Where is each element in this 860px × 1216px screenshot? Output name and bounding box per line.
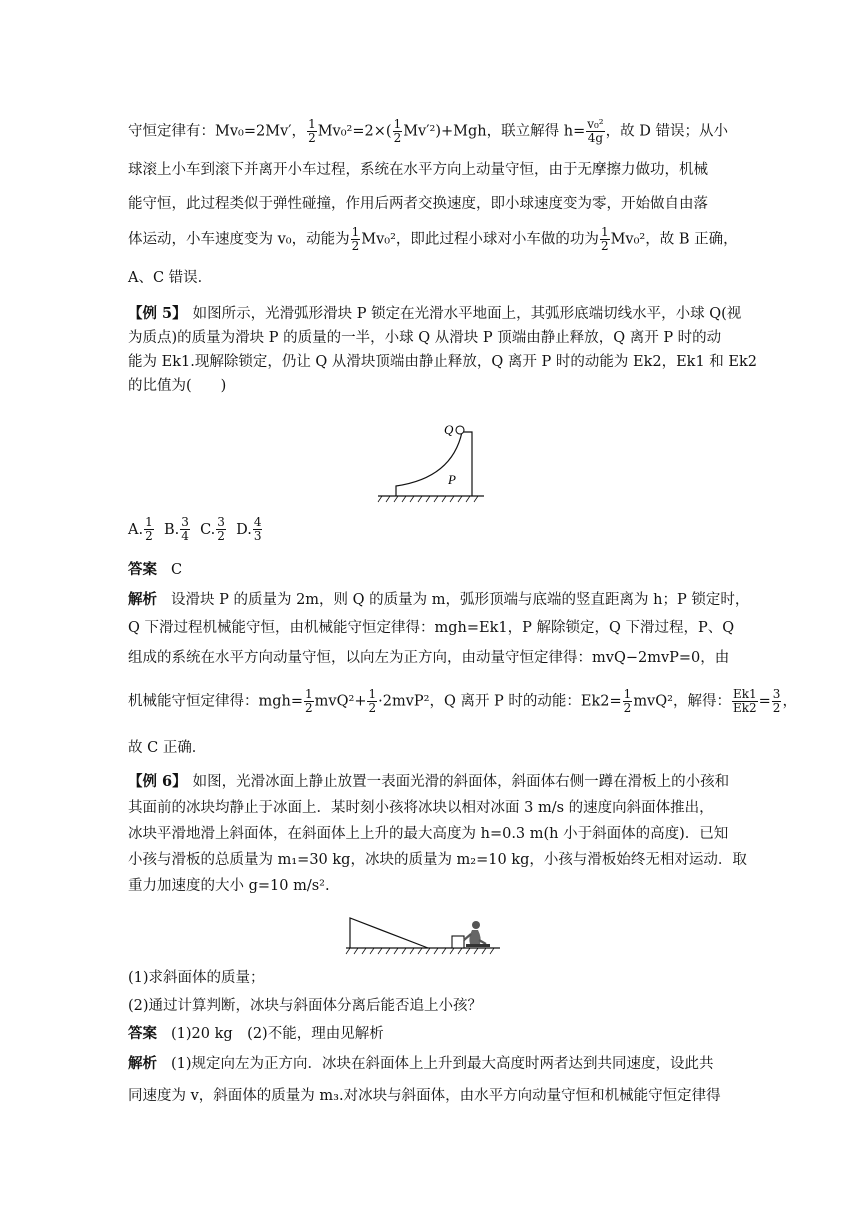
text-line-1 — [128, 118, 734, 145]
child-on-skateboard — [464, 921, 490, 947]
ex6-question-line-3: 冰块平滑地滑上斜面体，在斜面体上上升的最大高度为 h=0.3 m(h 小于斜面体的高度)．已知 — [128, 826, 729, 842]
option-a: A. $\frac{1}{2}$ — [128, 515, 153, 543]
ex6-analysis-line-1: 解析 (1)规定向左为正方向．冰块在斜面体上上升到最大高度时两者达到共同速度，设此共 — [128, 1055, 714, 1072]
ex5-question-line-2: 为质点)的质量为滑块 P 的质量的一半，小球 Q 从滑块 P 顶端由静止释放，Q 离开 P 时的动 — [128, 330, 722, 346]
text-segment: 守恒定律有：Mv₀=2Mv′， — [128, 123, 307, 140]
ex5-analysis-line-1: 解析 设滑块 P 的质量为 2m，则 Q 的质量为 m，弧形顶端与底端的竖直距离为 h；P 锁定时， — [128, 591, 750, 608]
option-d: D. $\frac{4}{3}$ — [236, 515, 262, 543]
ex6-sub-question-1: (1)求斜面体的质量； — [128, 970, 265, 986]
text-segment: ，故 D 错误；从小 — [605, 123, 728, 140]
fraction: $\frac{1}{2}$ — [600, 225, 609, 253]
ex5-options — [128, 516, 734, 543]
ex5-question-line-3: 能为 Ek1.现解除锁定，仍让 Q 从滑块顶端由静止释放，Q 离开 P 时的动能为 Ek2，Ek1 和 Ek2 — [128, 354, 758, 370]
ex5-analysis-line-3: 组成的系统在水平方向动量守恒，以向左为正方向，由动量守恒定律得：mvQ−2mvP=0，由 — [128, 650, 730, 666]
text-line-3: 能守恒，此过程类似于弹性碰撞，作用后两者交换速度，即小球速度变为零，开始做自由落 — [128, 196, 708, 212]
ex5-analysis-line-2: Q 下滑过程机械能守恒，由机械能守恒定律得：mgh=Ek1，P 解除锁定，Q 下滑过程，P、Q — [128, 620, 735, 636]
ex5-question-line-4: 的比值为( ) — [128, 378, 227, 394]
ice-block — [452, 936, 464, 948]
fraction: $\frac{1}{2}$ — [393, 117, 402, 145]
ex6-question-line-4: 小孩与滑板的总质量为 m₁=30 kg，冰块的质量为 m₂=10 kg，小孩与滑板始终无相对运动．取 — [128, 852, 747, 868]
ex5-analysis-line-4: 机械能守恒定律得：mgh= $\frac{1}{2}$ mvQ²+ $\frac{1}{2}$ ·2mvP²，Q 离开 P 时的动能：Ek2= $\frac{1}{2}$ mvQ²，解得： $\frac{Ek1}{Ek2}$ = $\frac{3}{2}$ ， — [128, 687, 797, 715]
ex6-tag: 【例 6】 — [128, 773, 187, 790]
text-segment: Mv′²)+Mgh，联立解得 h= — [403, 123, 586, 140]
fig-label-p: P — [448, 472, 456, 487]
ex6-sub-question-2: (2)通过计算判断，冰块与斜面体分离后能否追上小孩？ — [128, 998, 483, 1014]
ex6-question-line-2: 其面前的冰块均静止于冰面上．某时刻小孩将冰块以相对冰面 3 m/s 的速度向斜面体推出， — [128, 800, 714, 816]
ex5-tag: 【例 5】 — [128, 305, 187, 322]
ex6-analysis-line-2: 同速度为 v，斜面体的质量为 m₃.对冰块与斜面体，由水平方向动量守恒和机械能守恒定律得 — [128, 1088, 721, 1104]
ex5-question-line-1: 【例 5】 如图所示，光滑弧形滑块 P 锁定在光滑水平地面上，其弧形底端切线水平，小球 Q(视 — [128, 305, 742, 322]
ex5-figure — [372, 418, 488, 504]
fig-label-q: Q — [444, 422, 454, 437]
option-b: B. $\frac{3}{4}$ — [163, 515, 189, 543]
text-line-2: 球滚上小车到滚下并离开小车过程，系统在水平方向上动量守恒，由于无摩擦力做功，机械 — [128, 162, 708, 178]
fraction: $\frac{1}{2}$ — [351, 225, 360, 253]
text-line-4: 体运动，小车速度变为 v₀，动能为 $\frac{1}{2}$ Mv₀²，即此过程小球对小车做的功为 $\frac{1}{2}$ Mv₀²，故 B 正确， — [128, 225, 738, 253]
ex6-question-line-5: 重力加速度的大小 g=10 m/s². — [128, 878, 330, 894]
ex6-answer: 答案 (1)20 kg (2)不能，理由见解析 — [128, 1025, 384, 1042]
ex5-analysis-line-5: 故 C 正确． — [128, 740, 207, 756]
fraction: $\frac{1}{2}$ — [308, 117, 316, 145]
fraction-h: $\frac{\text{v₀²}}{4g}$ — [587, 117, 604, 145]
text-segment: Mv₀²=2×( — [317, 123, 392, 140]
ex6-figure — [342, 910, 504, 960]
ex6-question-line-1: 【例 6】 如图，光滑冰面上静止放置一表面光滑的斜面体，斜面体右侧一蹲在滑板上的小孩和 — [128, 773, 730, 790]
option-c: C. $\frac{3}{2}$ — [200, 515, 225, 543]
incline-block — [350, 918, 428, 948]
text-line-5: A、C 错误． — [128, 270, 213, 286]
ex5-answer: 答案 C — [128, 561, 183, 578]
